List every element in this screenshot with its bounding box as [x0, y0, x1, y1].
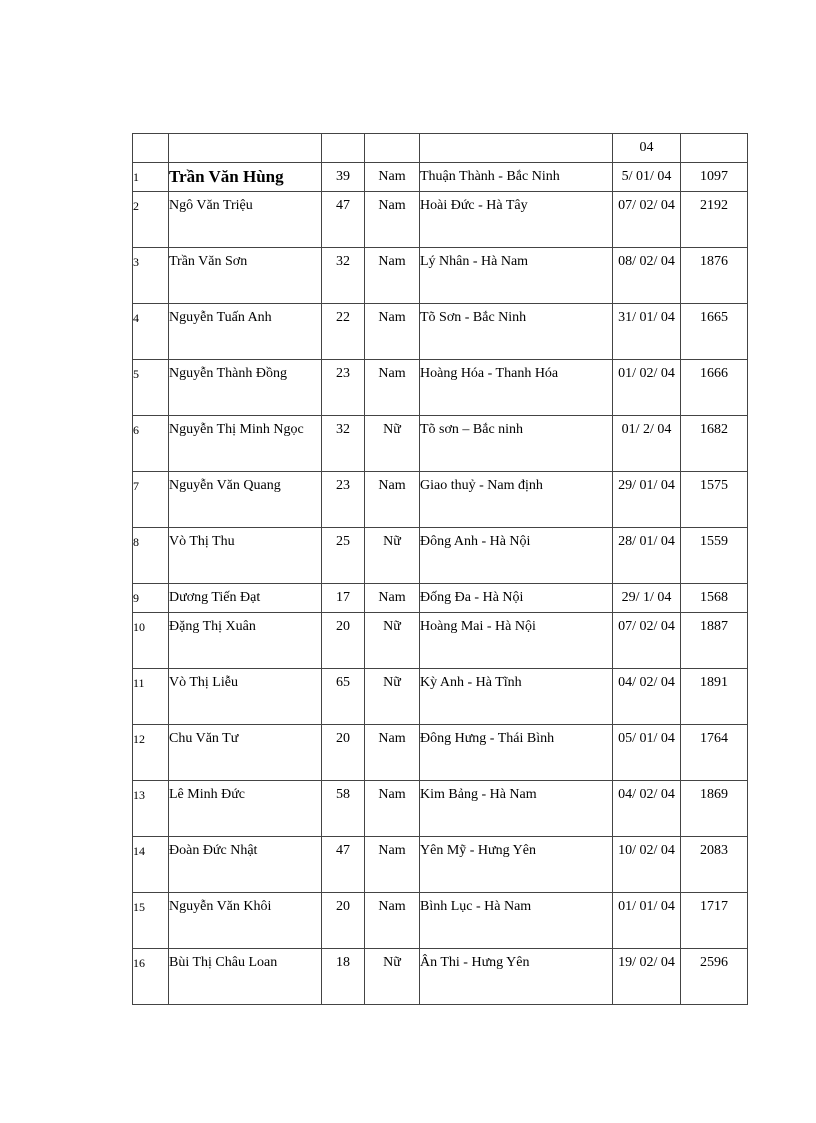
patient-sex: Nam [365, 584, 420, 613]
patient-name: Đoàn Đức Nhật [169, 837, 322, 893]
table-row [133, 416, 748, 472]
patient-name: Trần Văn Sơn [169, 248, 322, 304]
patient-sex: Nam [365, 781, 420, 837]
patient-name: Ngô Văn Triệu [169, 192, 322, 248]
patient-address: Tõ sơn – Bắc ninh [420, 416, 613, 472]
patient-name: Đặng Thị Xuân [169, 613, 322, 669]
patient-sex: Nam [365, 893, 420, 949]
patient-age: 20 [322, 725, 365, 781]
patient-sex: Nam [365, 248, 420, 304]
table-row [133, 192, 748, 248]
table-row [133, 893, 748, 949]
patient-sex [365, 134, 420, 163]
record-id: 1665 [681, 304, 748, 360]
row-number: 14 [133, 837, 169, 893]
record-id: 1869 [681, 781, 748, 837]
patient-sex: Nữ [365, 528, 420, 584]
patient-age: 65 [322, 669, 365, 725]
admission-date: 01/ 01/ 04 [613, 893, 681, 949]
table-row [133, 248, 748, 304]
patient-address: Tõ Sơn - Bắc Ninh [420, 304, 613, 360]
record-id: 1666 [681, 360, 748, 416]
table-row [133, 725, 748, 781]
admission-date: 5/ 01/ 04 [613, 163, 681, 192]
row-number: 2 [133, 192, 169, 248]
record-id: 2083 [681, 837, 748, 893]
record-id: 1559 [681, 528, 748, 584]
admission-date: 19/ 02/ 04 [613, 949, 681, 1005]
patient-name: Chu Văn Tư [169, 725, 322, 781]
record-id [681, 134, 748, 163]
admission-date: 01/ 2/ 04 [613, 416, 681, 472]
patient-address: Hoàng Hóa - Thanh Hóa [420, 360, 613, 416]
patient-sex: Nam [365, 304, 420, 360]
patient-age: 47 [322, 837, 365, 893]
patient-age: 32 [322, 248, 365, 304]
table-row [133, 949, 748, 1005]
record-id: 1568 [681, 584, 748, 613]
table-row [133, 584, 748, 613]
row-number: 6 [133, 416, 169, 472]
admission-date: 29/ 1/ 04 [613, 584, 681, 613]
admission-date: 07/ 02/ 04 [613, 192, 681, 248]
patient-sex: Nữ [365, 416, 420, 472]
patient-name: Nguyễn Tuấn Anh [169, 304, 322, 360]
patient-address: Đông Hưng - Thái Bình [420, 725, 613, 781]
patient-age: 17 [322, 584, 365, 613]
patient-address: Kim Bảng - Hà Nam [420, 781, 613, 837]
patient-name [169, 134, 322, 163]
table-row [133, 134, 748, 163]
patient-name: Trần Văn Hùng [169, 163, 322, 192]
admission-date: 08/ 02/ 04 [613, 248, 681, 304]
admission-date: 04/ 02/ 04 [613, 669, 681, 725]
patient-name: Bùi Thị Châu Loan [169, 949, 322, 1005]
table-row [133, 613, 748, 669]
record-id: 1887 [681, 613, 748, 669]
row-number: 16 [133, 949, 169, 1005]
record-id: 1682 [681, 416, 748, 472]
patient-address: Lý Nhân - Hà Nam [420, 248, 613, 304]
patient-address: Đông Anh - Hà Nội [420, 528, 613, 584]
admission-date: 05/ 01/ 04 [613, 725, 681, 781]
table-row [133, 669, 748, 725]
row-number: 15 [133, 893, 169, 949]
patient-name: Dương Tiến Đạt [169, 584, 322, 613]
patient-name: Lê Minh Đức [169, 781, 322, 837]
patient-address: Yên Mỹ - Hưng Yên [420, 837, 613, 893]
table-row [133, 163, 748, 192]
patient-name: Nguyễn Thành Đồng [169, 360, 322, 416]
patient-address: Kỳ Anh - Hà Tĩnh [420, 669, 613, 725]
record-id: 1876 [681, 248, 748, 304]
patient-address: Giao thuỷ - Nam định [420, 472, 613, 528]
admission-date: 04/ 02/ 04 [613, 781, 681, 837]
patient-age: 58 [322, 781, 365, 837]
row-number: 12 [133, 725, 169, 781]
record-id: 2596 [681, 949, 748, 1005]
row-number: 5 [133, 360, 169, 416]
patient-sex: Nam [365, 163, 420, 192]
patient-age: 22 [322, 304, 365, 360]
record-id: 1575 [681, 472, 748, 528]
patient-name: Nguyễn Văn Quang [169, 472, 322, 528]
admission-date: 01/ 02/ 04 [613, 360, 681, 416]
row-number: 11 [133, 669, 169, 725]
patient-age: 20 [322, 613, 365, 669]
patient-sex: Nam [365, 837, 420, 893]
row-number: 8 [133, 528, 169, 584]
patient-name: Vò Thị Thu [169, 528, 322, 584]
record-id: 1097 [681, 163, 748, 192]
admission-date: 31/ 01/ 04 [613, 304, 681, 360]
patient-address [420, 134, 613, 163]
table-row [133, 528, 748, 584]
table-row [133, 360, 748, 416]
patient-sex: Nam [365, 472, 420, 528]
admission-date: 29/ 01/ 04 [613, 472, 681, 528]
patient-sex: Nam [365, 360, 420, 416]
row-number [133, 134, 169, 163]
record-id: 1764 [681, 725, 748, 781]
patient-age: 47 [322, 192, 365, 248]
admission-date: 28/ 01/ 04 [613, 528, 681, 584]
patient-age [322, 134, 365, 163]
patient-age: 23 [322, 472, 365, 528]
row-number: 13 [133, 781, 169, 837]
row-number: 4 [133, 304, 169, 360]
table-row [133, 472, 748, 528]
record-id: 1717 [681, 893, 748, 949]
patient-age: 39 [322, 163, 365, 192]
patient-address: Ân Thi - Hưng Yên [420, 949, 613, 1005]
patient-address: Thuận Thành - Bắc Ninh [420, 163, 613, 192]
patient-age: 18 [322, 949, 365, 1005]
patient-sex: Nam [365, 192, 420, 248]
admission-date: 07/ 02/ 04 [613, 613, 681, 669]
table-row [133, 781, 748, 837]
patient-age: 20 [322, 893, 365, 949]
patient-table [132, 133, 748, 1005]
row-number: 1 [133, 163, 169, 192]
row-number: 3 [133, 248, 169, 304]
row-number: 9 [133, 584, 169, 613]
patient-age: 32 [322, 416, 365, 472]
record-id: 2192 [681, 192, 748, 248]
patient-address: Bình Lục - Hà Nam [420, 893, 613, 949]
patient-name: Vò Thị Liễu [169, 669, 322, 725]
table-row [133, 304, 748, 360]
record-id: 1891 [681, 669, 748, 725]
table-row [133, 837, 748, 893]
row-number: 10 [133, 613, 169, 669]
admission-date: 04 [613, 134, 681, 163]
patient-name: Nguyễn Thị Minh Ngọc [169, 416, 322, 472]
patient-sex: Nam [365, 725, 420, 781]
patient-address: Đống Đa - Hà Nội [420, 584, 613, 613]
patient-address: Hoài Đức - Hà Tây [420, 192, 613, 248]
patient-address: Hoàng Mai - Hà Nội [420, 613, 613, 669]
patient-age: 25 [322, 528, 365, 584]
row-number: 7 [133, 472, 169, 528]
patient-sex: Nữ [365, 669, 420, 725]
patient-sex: Nữ [365, 613, 420, 669]
patient-sex: Nữ [365, 949, 420, 1005]
patient-age: 23 [322, 360, 365, 416]
admission-date: 10/ 02/ 04 [613, 837, 681, 893]
patient-name: Nguyễn Văn Khôi [169, 893, 322, 949]
